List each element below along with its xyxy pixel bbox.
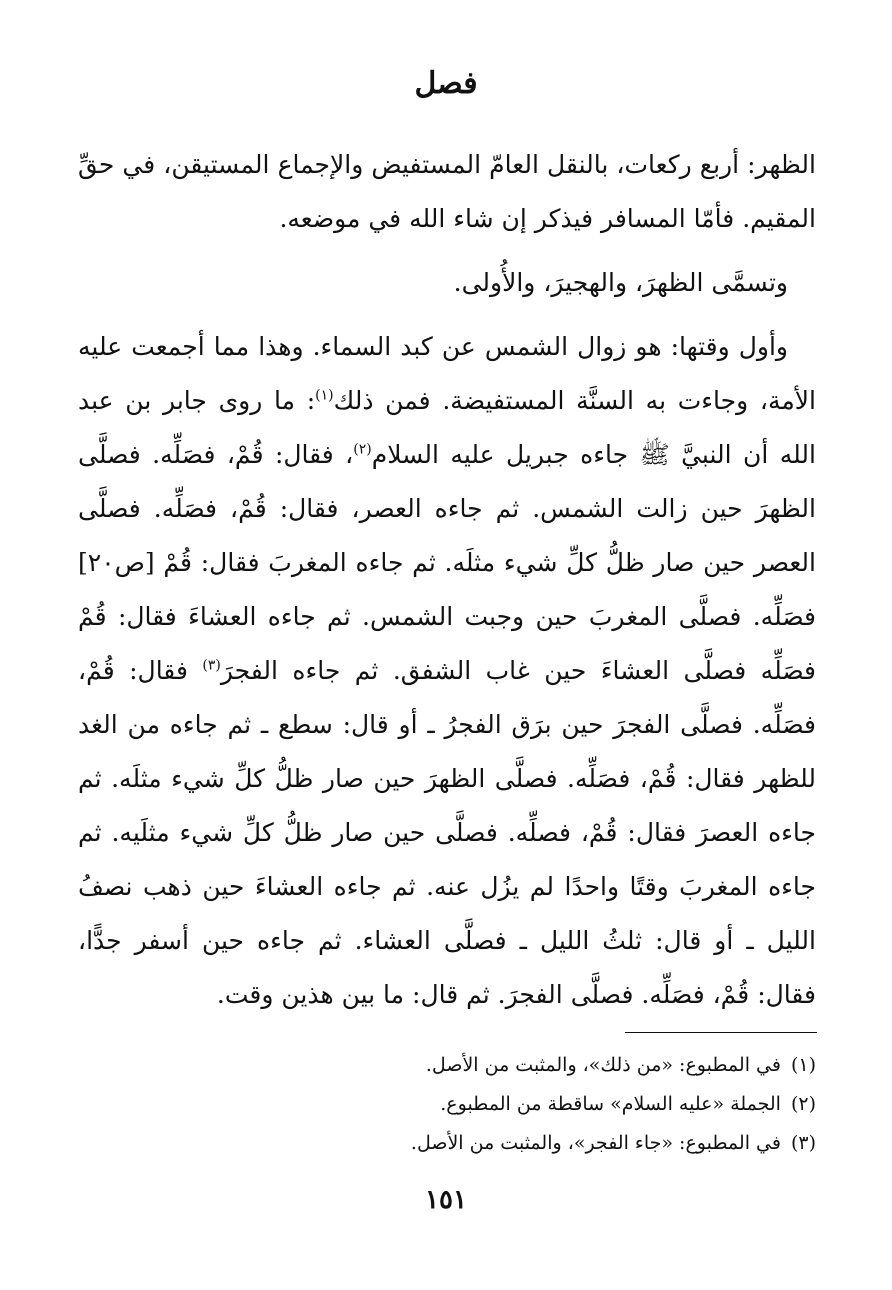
footnote-ref-1[interactable]: (١)	[315, 387, 334, 404]
footnote-text: الجملة «عليه السلام» ساقطة من المطبوع.	[440, 1093, 781, 1115]
footnote-text: في المطبوع: «من ذلك»، والمثبت من الأصل.	[425, 1054, 781, 1076]
paragraph-3-part-4: فقال: قُمْ، فصَلِّه. فصلَّى الفجرَ حين برَق الفجرُ ـ أو قال: سطع ـ ثم جاءه من الغد للظهر فقال: قُمْ، فصَلِّه. فصلَّى الظهرَ حين صار ظلُّ كلِّ شيء مثلَه. ثم جاءه العصرَ فقال: قُمْ، فصلِّه. فصلَّى حين صار ظلُّ كلِّ شيء مثلَيه. ثم جاءه المغربَ وقتًا واحدًا لم يزُل عنه. ثم جاءه العشاءَ حين ذهب نصفُ الليل ـ أو قال: ثلثُ الليل ـ فصلَّى العشاء. ثم جاءه حين أسفر جدًّا، فقال: قُمْ، فصَلِّه. فصلَّى الفجرَ. ثم قال: ما بين هذين وقت.	[78, 656, 816, 1009]
footnote-ref-3[interactable]: (٣)	[202, 657, 221, 674]
footnote-separator	[625, 1032, 817, 1033]
section-heading: فصل	[414, 66, 478, 101]
footnote-text: في المطبوع: «جاء الفجر»، والمثبت من الأصل.	[410, 1132, 781, 1154]
footnote-item	[78, 1046, 816, 1085]
paragraph-3-part-3: ، فقال: قُمْ، فصَلِّه. فصلَّى الظهرَ حين زالت الشمس. ثم جاءه العصر، فقال: قُمْ، فصَلِّه. فصلَّى العصر حين صار ظلُّ كلِّ شيء مثلَه. ثم جاءه المغربَ فقال: قُمْ [ص٢٠] فصَلِّه. فصلَّى المغربَ حين وجبت الشمس. ثم جاءه العشاءَ فقال: قُمْ فصَلِّه فصلَّى العشاءَ حين غاب الشفق. ثم جاءه الفجرَ	[78, 440, 816, 685]
paragraph-3-part-1: وأول وقتها: هو زوال الشمس عن كبد السماء. وهذا مما أجمعت عليه الأمة، وجاءت به السنَّة المستفيضة. فمن ذلك	[78, 332, 816, 415]
paragraph-2: وتسمَّى الظهرَ، والهجيرَ، والأُولى.	[453, 268, 788, 297]
footnote-item	[78, 1124, 816, 1163]
footnote-ref-2[interactable]: (٢)	[353, 441, 372, 458]
footnote-item	[78, 1085, 816, 1124]
footnote-number: (٢)	[790, 1093, 816, 1115]
paragraph-1: الظهر: أربع ركعات، بالنقل العامّ المستفيض والإجماع المستيقن، في حقِّ المقيم. فأمّا المسافر فيذكر إن شاء الله في موضعه.	[78, 150, 816, 233]
main-text	[78, 138, 816, 1032]
footnotes	[78, 1046, 816, 1163]
footnote-number: (١)	[790, 1054, 816, 1076]
paragraph-3	[78, 320, 816, 1022]
page-number: ١٥١	[425, 1185, 467, 1215]
footnote-number: (٣)	[790, 1132, 816, 1154]
paragraph-3-part-2: : ما روى جابر بن عبد الله أن النبيَّ ﷺ جاءه جبريل عليه السلام	[78, 386, 816, 469]
